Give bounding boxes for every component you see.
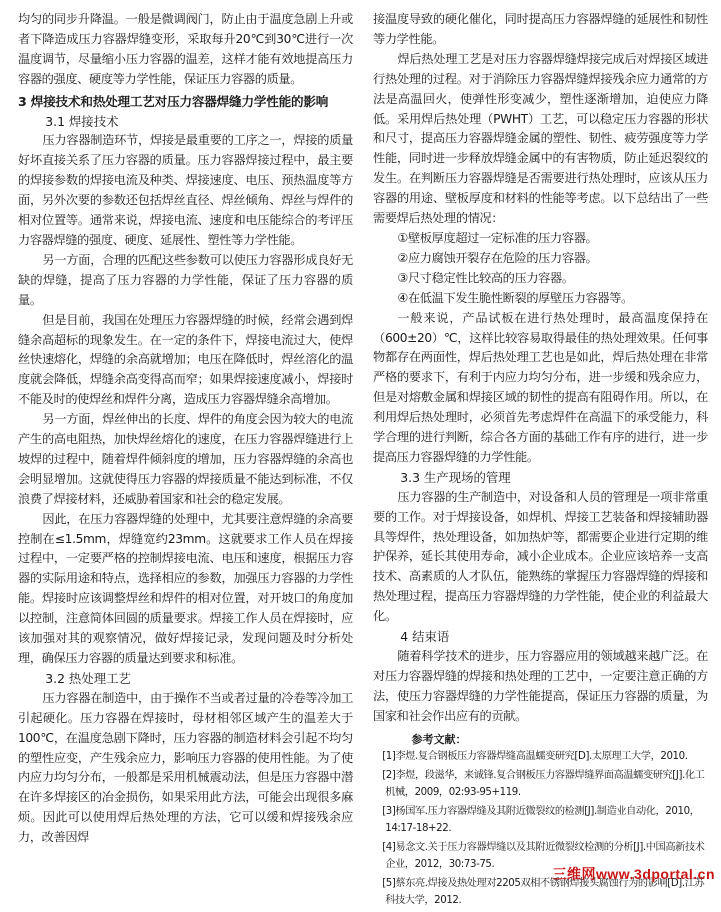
left-column bbox=[18, 10, 353, 848]
section-heading: 4 结束语 bbox=[400, 629, 450, 645]
body-paragraph: 接温度导致的硬化催化，同时提高压力容器焊缝的延展性和韧性等力学性能。 bbox=[373, 12, 708, 46]
section-heading: 3 焊接技术和热处理工艺对压力容器焊缝力学性能的影响 bbox=[18, 93, 329, 109]
list-item: ②应力腐蚀开裂存在危险的压力容器。 bbox=[397, 250, 598, 265]
list-item: ③尺寸稳定性比较高的压力容器。 bbox=[397, 270, 574, 285]
body-paragraph: 焊后热处理工艺是对压力容器焊缝焊接完成后对焊接区域进行热处理的过程。对于消除压力容器焊缝焊接残余应力通常的方法是高温回火，使弹性形变减少，塑性逐渐增加，迫使应力降低。采用焊后热处理（PWHT）工艺，可以稳定压力容器的形状和尺寸，提高压力容器焊缝金属的塑性、韧性、疲劳强度等力学性能，同时进一步释放焊缝金属中的有害物质，防止延迟裂纹的发生。在判断压力容器焊缝是否需要进行热处理时，应该从压力容器的用途、壁板厚度和材料的性能等考虑。以下总结出了一些需要焊后热处理的情况： bbox=[373, 51, 708, 226]
body-paragraph: 另一方面，合理的匹配这些参数可以使压力容器形成良好无缺的焊缝，提高了压力容器的力学性能，保证了压力容器的质量。 bbox=[18, 252, 353, 307]
reference-item: [3]杨国军.压力容器焊缝及其附近微裂纹的检测[J].制造业自动化，2010，14:17-18+22. bbox=[382, 806, 700, 834]
subsection-heading: 3.2 热处理工艺 bbox=[45, 670, 131, 686]
list-item: ④在低温下发生脆性断裂的厚壁压力容器等。 bbox=[397, 290, 633, 305]
reference-item: [1]李煜.复合钢板压力容器焊缝高温蠕变研究[D].太原理工大学，2010. bbox=[382, 750, 688, 762]
reference-item: [5]蔡东亮.焊接及热处理对2205双相不锈钢焊接头腐蚀行为的影响[D].江苏科技大学，2012. bbox=[382, 878, 705, 906]
body-paragraph: 压力容器在制造中，由于操作不当或者过量的冷卷等冷加工引起硬化。压力容器在焊接时，母材相邻区域产生的温差大于100℃，在温度急剧下降时，压力容器的制造材料会引起不均匀的塑性应变，产生残余应力，影响压力容器的使用性能。为了使内应力均匀分布，一般都是采用机械震动法，但是压力容器中潜在许多焊接区的冶金损伤，如果采用此方法，可能会出现很多麻烦。因此可以使用焊后热处理的方法，它可以缓和焊接残余应力，改善因焊 bbox=[18, 690, 353, 845]
watermark: 三维网www.3dportal.cn bbox=[552, 866, 715, 882]
body-paragraph: 均匀的同步升降温。一般是微调阀门，防止由于温度急剧上升或者下降造成压力容器焊缝变形，采取每升20℃到30℃进行一次温度调节，尽量缩小压力容器的温差，这样才能有效地提高压力容器的强度、硬度等力学性能，保证压力容器的质量。 bbox=[18, 12, 353, 86]
reference-item: [4]易念文.关于压力容器焊缝以及其附近微裂纹检测的分析[J].中国高新技术企业，2012，30:73-75. bbox=[382, 842, 705, 870]
body-paragraph: 随着科学技术的进步，压力容器应用的领域越来越广泛。在对压力容器焊缝的焊接和热处理的工艺中，一定要注意正确的方法，使压力容器焊缝的力学性能提高，保证压力容器的质量，为国家和社会作出应有的贡献。 bbox=[373, 649, 708, 723]
body-paragraph: 因此，在压力容器焊缝的处理中，尤其要注意焊缝的余高要控制在≤1.5mm，焊缝宽约23mm。这就要求工作人员在焊接过程中，一定要严格的控制焊接电流、电压和速度，根据压力容器的实际用途和特点，选择相应的参数，加强压力容器的力学性能。焊接时应该调整焊丝和焊件的相对位置，对开坡口的角度加以控制，注意简体回圆的质量要求。焊接工作人员在焊接时，应该加强对其的观察情况，做好焊接记录，发现问题及时分析处理，确保压力容器的质量达到要求和标准。 bbox=[18, 511, 353, 665]
body-paragraph: 压力容器的生产制造中，对设备和人员的管理是一项非常重要的工作。对于焊接设备，如焊机、焊接工艺装备和焊接辅助器具等焊件，热处理设备，如加热炉等，都需要企业进行定期的维护保养，延长其使用寿命，减小企业成本。企业应该培养一支高技术、高素质的人才队伍，能熟练的掌握压力容器焊缝的焊接和热处理过程，提高压力容器焊缝的力学性能，使企业的利益最大化。 bbox=[373, 489, 708, 624]
body-paragraph: 但是目前，我国在处理压力容器焊缝的时候，经常会遇到焊缝余高超标的现象发生。在一定的条件下，焊接电流过大，使焊丝快速熔化，焊缝的余高就增加；电压在降低时，焊丝溶化的温度就会降低，焊缝余高变得高而窄；如果焊接速度减小，焊接时不能及时的使焊丝和焊件分离，造成压力容器焊缝余高增加。 bbox=[18, 312, 353, 407]
reference-item: [2]李煜，段滋华，来诚锋.复合钢板压力容器焊缝界面高温蠕变研究[J].化工机械，2009，02:93-95+119. bbox=[382, 770, 705, 798]
subsection-heading: 3.1 焊接技术 bbox=[45, 113, 119, 129]
body-paragraph: 一般来说，产品试板在进行热处理时，最高温度保持在（600±20）℃，这样比较容易取得最佳的热处理效果。任何事物都存在两面性，焊后热处理工艺也是如此，焊后热处理在非常严格的要求下，有利于内应力均匀分布，进一步缓和残余应力，但是对熔敷金属和焊接区域的韧性的提高有阻碍作用。所以，在利用焊后热处理时，必须首先考虑焊件在高温下的承受能力，科学合理的进行判断，综合各方面的基础工作有序的进行，进一步提高压力容器焊缝的力学性能。 bbox=[373, 310, 708, 464]
body-paragraph: 另一方面，焊丝伸出的长度、焊件的角度会因为较大的电流产生的高电阻热，加快焊丝熔化的速度，在压力容器焊缝进行上坡焊的过程中，随着焊件倾斜度的增加，压力容器焊缝的余高也会明显增加。这就使得压力容器的焊接质量不能达到标准，不仅浪费了焊接材料，还威胁着国家和社会的稳定发展。 bbox=[18, 412, 353, 506]
subsection-heading: 3.3 生产现场的管理 bbox=[400, 469, 511, 485]
references-title: 参考文献： bbox=[411, 732, 467, 746]
right-column bbox=[373, 10, 708, 912]
body-paragraph: 压力容器制造环节，焊接是最重要的工序之一，焊接的质量好坏直接关系了压力容器的质量。压力容器焊接过程中，最主要的焊接参数的焊接电流及种类、焊接速度、电压、预热温度等方面，另外次要的参数还包括焊丝直径、焊丝倾角、焊丝与焊件的相对位置等。通常来说，焊接电流、速度和电压能综合的考评压力容器焊缝的强度、硬度、延展性、塑性等力学性能。 bbox=[18, 133, 353, 247]
list-item: ①壁板厚度超过一定标准的压力容器。 bbox=[397, 230, 598, 245]
